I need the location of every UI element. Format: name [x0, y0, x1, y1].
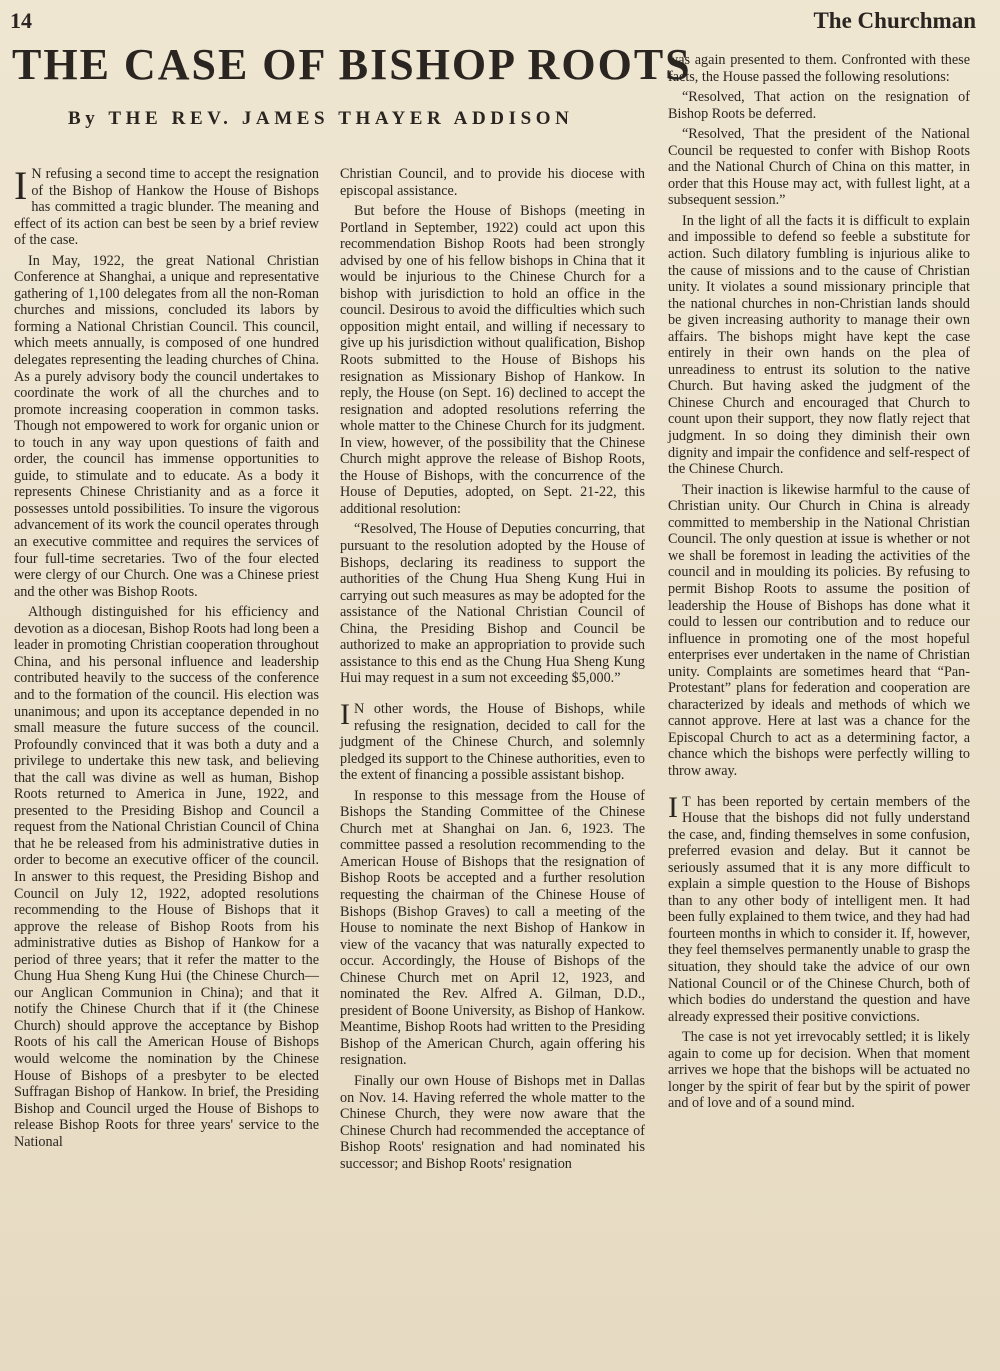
- drop-cap: I: [14, 163, 28, 208]
- paragraph: But before the House of Bishops (meeting in Portland in September, 1922) could act upon this recommendation Bishop Roots had been strongly advised by one of his fellow bishops in China that it would be injurious to the Chinese Church for a bishop with jurisdiction to hold an office in the council. Desirous to avoid the difficulties which such opposition might entail, and willing if necessary to give up his jurisdiction without qualification, Bishop Roots submitted to the House of Bishops his resignation as Missionary Bishop of Hankow. In reply, the House (on Sept. 16) declined to accept the resignation and adopted resolutions referring the whole matter to the Chinese Church for its judgment. In view, however, of the possibility that the Chinese Church might approve the release of Bishop Roots, the House of Bishops, with the concurrence of the House of Deputies, adopted, on Sept. 21-22, this additional resolution:: [340, 203, 645, 517]
- resolution-quote: “Resolved, That the president of the National Council be requested to confer with Bishop Roots and the National Church of China on this matter, in order that this House may act, with fullest light, at a subsequent session.”: [668, 126, 970, 209]
- paragraph: Their inaction is likewise harmful to the cause of Christian unity. Our Church in China is already committed to membership in the National Christian Council. The only question at issue is whether or not we shall be foremost in leading the activities of the council and in moulding its policies. By refusing to permit Bishop Roots to assume the position of leadership the House of Bishops has done what it could to lessen our contribution and to reduce our influence in promoting one of the most hopeful enterprises ever undertaken in the name of Christian unity. Complaints are sometimes heard that “Pan-Protestant” plans for federation and cooperation are characterized by ideals and methods of which we cannot approve. Here at last was a chance for the Episcopal Church to act as a determining factor, a chance which the bishops were perfectly willing to throw away.: [668, 481, 970, 779]
- paragraph-text: N other words, the House of Bishops, while refusing the resignation, decided to call for the judgment of the Chinese Church, and solemnly pledged its support to the Chinese authorities, even to the extent of financing a possible assistant bishop.: [340, 700, 645, 784]
- article-byline: By THE REV. JAMES THAYER ADDISON: [68, 108, 574, 129]
- drop-cap: I: [668, 790, 678, 824]
- paragraph-text: T has been reported by certain members of the House that the bishops did not fully understand the case, and, finding themselves in some confusion, preferred evasion and delay. But it cannot be seriously assumed that it is any more difficult to explain a simple question to the House of Bishops than to any other body of intelligent men. It had been fully explained to them twice, and they had had fourteen months in which to consider it. If, however, they feel themselves permanently unable to grasp the situation, they should take the advice of our own National Council or of the Chinese Church, both of which bodies do understand the question and have already expressed their positive convictions.: [668, 793, 970, 1025]
- paragraph: The case is not yet irrevocably settled; it is likely again to come up for decision. When that moment arrives we hope that the bishops will be actuated no longer by the spirit of fear but by the spirit of power and of love and of a sound mind.: [668, 1029, 970, 1112]
- article-title: THE CASE OF BISHOP ROOTS: [12, 40, 692, 89]
- paragraph: Although distinguished for his efficiency and devotion as a diocesan, Bishop Roots had long been a leader in promoting Christian cooperation throughout China, and his personal influence and leadership contributed heavily to the success of the conference and to the formation of the council. His election was unanimous; and upon its acceptance depended in no small measure the future success of the council. Profoundly convinced that it was both a duty and a privilege to undertake this new task, and believing that the call was divine as well as human, Bishop Roots returned to America in June, 1922, and presented to the Presiding Bishop and Council a request from the National Christian Council of China that he be released from his administrative duties in order to become an executive officer of the council. In answer to this request, the Presiding Bishop and Council on July 12, 1922, adopted resolutions recommending to the House of Bishops that it approve the release of Bishop Roots from his administrative duties as Bishop of Hankow for a period of three years; that it refer the matter to the Chung Hua Sheng Kung Hui (the Chinese Church—our Anglican Communion in China); and that it notify the Chinese Church that if it (the Chinese Church) should approve the acceptance by Bishop Roots of his call the American House of Bishops would welcome the nomination by the Chinese House of Bishops of a presbyter to be elected Suffragan Bishop of Hankow. In brief, the Presiding Bishop and Council urged the House of Bishops to release Bishop Roots for three years' service to the National: [14, 604, 319, 1150]
- paragraph: [340, 697, 645, 784]
- resolution-quote: “Resolved, That action on the resignation of Bishop Roots be deferred.: [668, 89, 970, 122]
- paragraph: [14, 163, 319, 249]
- journal-name: The Churchman: [813, 8, 976, 33]
- paragraph: Christian Council, and to provide his diocese with episcopal assistance.: [340, 166, 645, 199]
- paragraph: Finally our own House of Bishops met in Dallas on Nov. 14. Having referred the whole matter to the Chinese Church, they were now aware that the Chinese Church had recommended the acceptance of Bishop Roots' resignation and had nominated his successor; and Bishop Roots' resignation: [340, 1072, 645, 1172]
- paragraph: [668, 790, 970, 1026]
- paragraph: was again presented to them. Confronted with these facts, the House passed the following resolutions:: [668, 52, 970, 85]
- paragraph-text: N refusing a second time to accept the resignation of the Bishop of Hankow the House of Bishops has committed a tragic blunder. The meaning and effect of its action can best be seen by a brief review of the case.: [14, 166, 319, 249]
- paragraph: In response to this message from the House of Bishops the Standing Committee of the Chinese Church met at Shanghai on Jan. 6, 1923. The committee passed a resolution recommending to the American House of Bishops that the resignation of Bishop Roots be accepted and a further resolution requesting the chairman of the Chinese House of Bishops (Bishop Graves) to call a meeting of the House to nominate the next Bishop of Hankow in view of the vacancy that was naturally expected to occur. Accordingly, the House of Bishops of the Chinese Church met on April 12, 1923, and nominated the Rev. Alfred A. Gilman, D.D., president of Boone University, as Bishop of Hankow. Meantime, Bishop Roots had written to the Presiding Bishop of the American Church, again offering his resignation.: [340, 787, 645, 1069]
- running-head: [10, 8, 976, 38]
- paragraph: In May, 1922, the great National Christian Conference at Shanghai, a unique and representative gathering of 1,100 delegates from all the non-Roman churches and missions, concluded its labors by forming a National Christian Council. This council, which meets annually, is composed of one hundred delegates representing the leading churches of China. As a purely advisory body the council undertakes to coordinate the work of all the churches and to promote increasing cooperation in common tasks. Though not empowered to work for organic union or to touch in any way upon questions of faith and order, the council has immense opportunities to guide, to stimulate and to educate. As a body it represents Chinese Christianity and as a force it possesses untold possibilities. To insure the vigorous advancement of its work the council operates through an executive committee and requires the services of four full-time secretaries. Two of the four elected were clergy of our Church. One was a Chinese priest and the other was Bishop Roots.: [14, 252, 319, 600]
- column-1: [14, 163, 319, 1154]
- column-3: [668, 52, 970, 1116]
- column-2: [340, 166, 645, 1176]
- drop-cap: I: [340, 697, 350, 731]
- paragraph: In the light of all the facts it is difficult to explain and impossible to defend so feeble a substitute for action. Such dilatory fumbling is injurious alike to the cause of missions and to the cause of Christian unity. It violates a sound missionary principle that the national churches in non-Christian lands should be given increasing authority to manage their own affairs. The bishops might have kept the case entirely in their own hands on the plea of unreadiness to entrust its solution to the native Church. But having asked the judgment of the Chinese Church and encouraged that Church to count upon their support, they now flatly reject that judgment. In so doing they diminish their own dignity and impair the confidence and self-respect of the Chinese Church.: [668, 212, 970, 478]
- page-number: 14: [10, 8, 32, 33]
- resolution-quote: “Resolved, The House of Deputies concurring, that pursuant to the resolution adopted by the House of Bishops, declaring its readiness to support the authorities of the Chung Hua Sheng Kung Hui in carrying out such measures as may be adopted for the assistance of the National Christian Council of China, the Presiding Bishop and Council be authorized to make an appropriation to provide such assistance to this end as the Chung Hua Sheng Kung Hui may request in a sum not exceeding $5,000.”: [340, 521, 645, 687]
